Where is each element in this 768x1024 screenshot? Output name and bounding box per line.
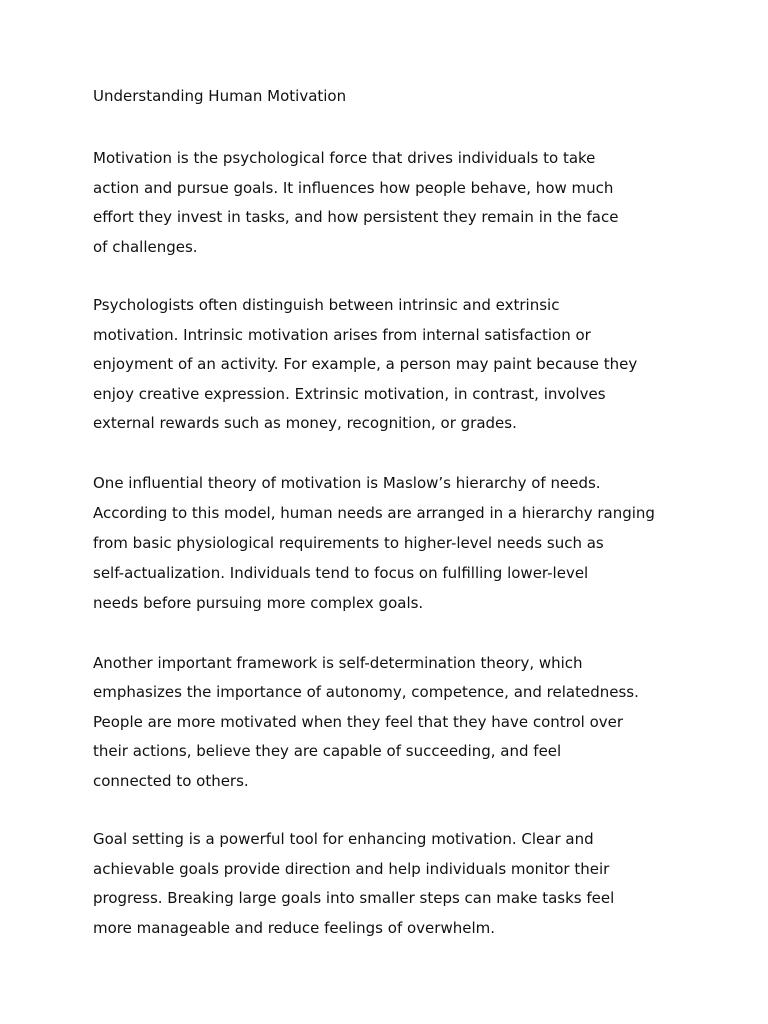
paragraph-line: achievable goals provide direction and help individuals monitor their [93,859,610,878]
paragraph-line: effort they invest in tasks, and how persistent they remain in the face [93,208,619,226]
paragraph-line: from basic physiological requirements to higher-level needs such as [93,533,604,552]
paragraph-line: connected to others. [93,771,249,790]
paragraph-line: One influential theory of motivation is Maslow’s hierarchy of needs. [93,473,601,492]
paragraph-line: progress. Breaking large goals into smaller steps can make tasks feel [93,889,615,907]
paragraph-line: action and pursue goals. It influences how people behave, how much [93,178,614,197]
paragraph-line: Another important framework is self-determination theory, which [93,653,583,672]
paragraph-line: enjoyment of an activity. For example, a person may paint because they [93,355,638,373]
paragraph-line: According to this model, human needs are arranged in a hierarchy ranging [93,503,655,522]
paragraph-line: external rewards such as money, recognition, or grades. [93,414,517,432]
paragraph-self-determination [93,649,693,797]
paragraph-line: emphasizes the importance of autonomy, competence, and relatedness. [93,683,639,701]
paragraph-line: more manageable and reduce feelings of overwhelm. [93,918,495,937]
paragraph-maslow [93,468,693,618]
paragraph-line: needs before pursuing more complex goals. [93,593,424,612]
paragraph-goal-setting [93,825,693,943]
paragraph-line: Motivation is the psychological force that drives individuals to take [93,149,596,167]
document-title: Understanding Human Motivation [93,87,347,105]
paragraph-line: Goal setting is a powerful tool for enhancing motivation. Clear and [93,830,594,848]
paragraph-line: Psychologists often distinguish between intrinsic and extrinsic [93,296,560,314]
paragraph-line: of challenges. [93,237,198,256]
paragraph-line: self-actualization. Individuals tend to focus on fulfilling lower-level [93,563,589,582]
paragraph-definition [93,144,693,262]
paragraph-line: People are more motivated when they feel that they have control over [93,712,624,731]
document-page [93,86,693,943]
paragraph-line: motivation. Intrinsic motivation arises from internal satisfaction or [93,325,591,344]
paragraph-line: their actions, believe they are capable of succeeding, and feel [93,742,562,760]
paragraph-line: enjoy creative expression. Extrinsic motivation, in contrast, involves [93,384,606,403]
paragraph-intrinsic-extrinsic [93,291,693,439]
